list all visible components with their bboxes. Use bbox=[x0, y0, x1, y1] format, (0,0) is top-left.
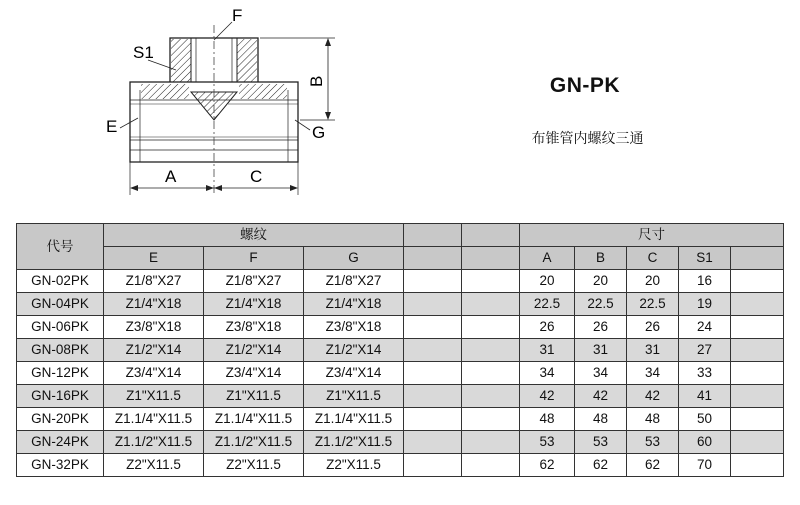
cell-dim-b: 62 bbox=[575, 454, 627, 477]
cell-blank bbox=[731, 362, 784, 385]
label-c: C bbox=[250, 167, 263, 186]
cell-dim-c: 26 bbox=[627, 316, 679, 339]
blank-header bbox=[404, 224, 462, 247]
cell-code: GN-24PK bbox=[17, 431, 104, 454]
table-row bbox=[17, 385, 784, 408]
cell-dim-s1: 50 bbox=[679, 408, 731, 431]
cell-thread-f: Z1.1/2"X11.5 bbox=[204, 431, 304, 454]
thread-group-header: 螺纹 bbox=[104, 224, 404, 247]
cell-thread-g: Z1/2"X14 bbox=[304, 339, 404, 362]
label-b: B bbox=[307, 75, 326, 87]
cell-dim-s1: 24 bbox=[679, 316, 731, 339]
cell-blank bbox=[462, 454, 520, 477]
dim-group-header: 尺寸 bbox=[520, 224, 784, 247]
cell-dim-c: 53 bbox=[627, 431, 679, 454]
cell-dim-c: 48 bbox=[627, 408, 679, 431]
cell-code: GN-02PK bbox=[17, 270, 104, 293]
cell-blank bbox=[404, 385, 462, 408]
table-row bbox=[17, 293, 784, 316]
col-header-g: G bbox=[304, 247, 404, 270]
cell-dim-s1: 33 bbox=[679, 362, 731, 385]
table-row bbox=[17, 362, 784, 385]
cell-code: GN-20PK bbox=[17, 408, 104, 431]
table-row bbox=[17, 431, 784, 454]
cell-dim-s1: 70 bbox=[679, 454, 731, 477]
cell-thread-g: Z1.1/2"X11.5 bbox=[304, 431, 404, 454]
label-e: E bbox=[106, 117, 118, 136]
col-header-s1: S1 bbox=[679, 247, 731, 270]
table-row bbox=[17, 339, 784, 362]
cell-thread-e: Z1/4"X18 bbox=[104, 293, 204, 316]
blank-header bbox=[731, 247, 784, 270]
product-name-subtitle: 布锥管内螺纹三通 bbox=[531, 131, 644, 147]
cell-blank bbox=[404, 270, 462, 293]
cell-blank bbox=[731, 408, 784, 431]
cell-thread-e: Z1/2"X14 bbox=[104, 339, 204, 362]
cell-blank bbox=[404, 316, 462, 339]
table-row bbox=[17, 316, 784, 339]
cell-blank bbox=[404, 339, 462, 362]
cell-thread-f: Z1.1/4"X11.5 bbox=[204, 408, 304, 431]
cell-thread-e: Z2"X11.5 bbox=[104, 454, 204, 477]
cell-blank bbox=[731, 454, 784, 477]
cell-dim-c: 20 bbox=[627, 270, 679, 293]
cell-dim-a: 31 bbox=[520, 339, 575, 362]
cell-dim-c: 31 bbox=[627, 339, 679, 362]
cell-blank bbox=[462, 408, 520, 431]
cell-thread-g: Z3/4"X14 bbox=[304, 362, 404, 385]
cell-thread-e: Z1/8"X27 bbox=[104, 270, 204, 293]
cell-dim-s1: 16 bbox=[679, 270, 731, 293]
cell-blank bbox=[462, 339, 520, 362]
col-header-c: C bbox=[627, 247, 679, 270]
blank-header bbox=[462, 247, 520, 270]
cell-code: GN-08PK bbox=[17, 339, 104, 362]
col-header-f: F bbox=[204, 247, 304, 270]
cell-blank bbox=[462, 431, 520, 454]
cell-blank bbox=[731, 270, 784, 293]
cell-thread-g: Z1"X11.5 bbox=[304, 385, 404, 408]
cell-thread-g: Z1/8"X27 bbox=[304, 270, 404, 293]
cell-code: GN-06PK bbox=[17, 316, 104, 339]
cell-thread-f: Z1/8"X27 bbox=[204, 270, 304, 293]
cell-thread-f: Z1"X11.5 bbox=[204, 385, 304, 408]
cell-blank bbox=[462, 316, 520, 339]
cell-code: GN-32PK bbox=[17, 454, 104, 477]
cell-thread-g: Z3/8"X18 bbox=[304, 316, 404, 339]
label-a: A bbox=[165, 167, 177, 186]
cell-blank bbox=[462, 293, 520, 316]
cell-dim-b: 20 bbox=[575, 270, 627, 293]
cell-blank bbox=[731, 431, 784, 454]
cell-dim-a: 53 bbox=[520, 431, 575, 454]
table-row bbox=[17, 270, 784, 293]
cell-blank bbox=[731, 339, 784, 362]
cell-thread-g: Z1/4"X18 bbox=[304, 293, 404, 316]
cell-thread-e: Z3/4"X14 bbox=[104, 362, 204, 385]
cell-dim-b: 22.5 bbox=[575, 293, 627, 316]
cell-dim-a: 62 bbox=[520, 454, 575, 477]
cell-code: GN-12PK bbox=[17, 362, 104, 385]
cell-dim-b: 26 bbox=[575, 316, 627, 339]
cell-code: GN-16PK bbox=[17, 385, 104, 408]
cell-blank bbox=[462, 385, 520, 408]
cell-blank bbox=[404, 431, 462, 454]
cell-dim-s1: 19 bbox=[679, 293, 731, 316]
blank-header bbox=[404, 247, 462, 270]
table-header-row-2 bbox=[17, 247, 784, 270]
cell-dim-c: 42 bbox=[627, 385, 679, 408]
cell-dim-a: 42 bbox=[520, 385, 575, 408]
cell-dim-b: 34 bbox=[575, 362, 627, 385]
cell-dim-c: 34 bbox=[627, 362, 679, 385]
cell-dim-c: 62 bbox=[627, 454, 679, 477]
cell-blank bbox=[462, 362, 520, 385]
cell-blank bbox=[731, 316, 784, 339]
col-header-a: A bbox=[520, 247, 575, 270]
cell-dim-b: 31 bbox=[575, 339, 627, 362]
cell-blank bbox=[731, 293, 784, 316]
cell-dim-b: 48 bbox=[575, 408, 627, 431]
cell-thread-e: Z1.1/4"X11.5 bbox=[104, 408, 204, 431]
cell-blank bbox=[731, 385, 784, 408]
cell-blank bbox=[404, 408, 462, 431]
cell-dim-a: 20 bbox=[520, 270, 575, 293]
cell-blank bbox=[404, 293, 462, 316]
cell-thread-e: Z1.1/2"X11.5 bbox=[104, 431, 204, 454]
cell-thread-f: Z3/4"X14 bbox=[204, 362, 304, 385]
label-f: F bbox=[232, 6, 243, 25]
cell-code: GN-04PK bbox=[17, 293, 104, 316]
cell-thread-g: Z2"X11.5 bbox=[304, 454, 404, 477]
cell-blank bbox=[462, 270, 520, 293]
code-header: 代号 bbox=[17, 224, 104, 270]
table-header-row-1 bbox=[17, 224, 784, 247]
col-header-e: E bbox=[104, 247, 204, 270]
cell-blank bbox=[404, 454, 462, 477]
cell-thread-g: Z1.1/4"X11.5 bbox=[304, 408, 404, 431]
cell-dim-s1: 27 bbox=[679, 339, 731, 362]
cell-thread-e: Z3/8"X18 bbox=[104, 316, 204, 339]
table-row bbox=[17, 454, 784, 477]
tee-fitting-drawing bbox=[90, 0, 350, 205]
cell-thread-f: Z3/8"X18 bbox=[204, 316, 304, 339]
cell-dim-s1: 60 bbox=[679, 431, 731, 454]
product-code-title: GN-PK bbox=[549, 74, 621, 97]
cell-dim-a: 22.5 bbox=[520, 293, 575, 316]
col-header-b: B bbox=[575, 247, 627, 270]
cell-thread-f: Z2"X11.5 bbox=[204, 454, 304, 477]
cell-blank bbox=[404, 362, 462, 385]
cell-dim-b: 42 bbox=[575, 385, 627, 408]
label-g: G bbox=[312, 123, 326, 142]
table-row bbox=[17, 408, 784, 431]
cell-thread-f: Z1/2"X14 bbox=[204, 339, 304, 362]
cell-thread-f: Z1/4"X18 bbox=[204, 293, 304, 316]
cell-dim-s1: 41 bbox=[679, 385, 731, 408]
spec-table bbox=[16, 223, 784, 477]
cell-thread-e: Z1"X11.5 bbox=[104, 385, 204, 408]
cell-dim-a: 48 bbox=[520, 408, 575, 431]
cell-dim-a: 34 bbox=[520, 362, 575, 385]
blank-header bbox=[462, 224, 520, 247]
cell-dim-a: 26 bbox=[520, 316, 575, 339]
label-s1: S1 bbox=[133, 43, 154, 62]
cell-dim-c: 22.5 bbox=[627, 293, 679, 316]
cell-dim-b: 53 bbox=[575, 431, 627, 454]
